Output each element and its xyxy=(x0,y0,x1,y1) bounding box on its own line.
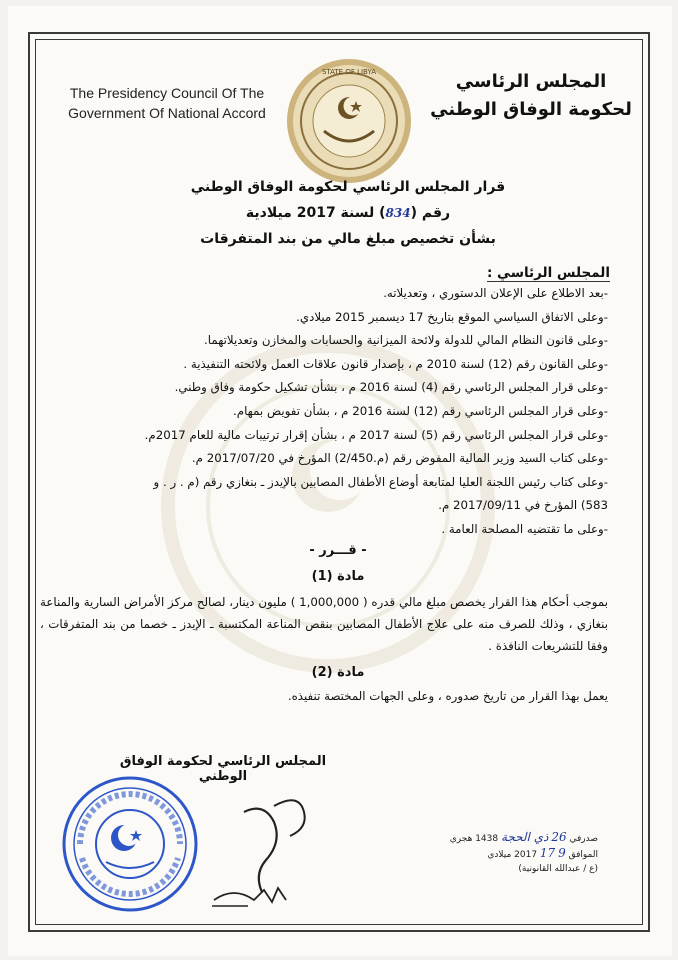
clause-2: -وعلى الاتفاق السياسي الموقع بتاريخ 17 ديسمبر 2015 ميلادي. xyxy=(296,309,608,324)
handwritten-signature xyxy=(204,782,334,912)
hijri-day: 26 xyxy=(551,830,567,844)
arabic-header xyxy=(418,68,644,124)
corresponding-label: الموافق xyxy=(568,850,598,860)
gold-seal-emblem xyxy=(284,56,414,186)
blue-official-stamp xyxy=(60,774,200,914)
decree-number-prefix: رقم ( xyxy=(410,205,451,221)
decision-heading: - قـــرر - xyxy=(309,543,367,558)
decree-title xyxy=(168,174,528,252)
clause-7: -وعلى قرار المجلس الرئاسي رقم (5) لسنة 2017 م ، بشأن إقرار ترتيبات مالية للعام 2017م. xyxy=(144,427,608,442)
clause-9: -وعلى كتاب رئيس اللجنة العليا لمتابعة أوضاع الأطفال المصابين بالإيدز ـ بنغازي رقم (م . ر . و xyxy=(153,474,608,489)
hijri-year: 1438 هجري xyxy=(449,834,499,844)
clause-9-continued: 583) المؤرخ في 2017/09/11 م. xyxy=(438,498,608,513)
signature-title: المجلس الرئاسي لحكومة الوفاق الوطني xyxy=(119,754,327,784)
greg-year: 2017 ميلادي xyxy=(487,850,538,860)
clause-4: -وعلى القانون رقم (12) لسنة 2010 م ، بإصدار قانون علاقات العمل ولائحته التنفيذية . xyxy=(183,356,608,371)
document-page xyxy=(8,6,672,956)
arabic-header-line2: لحكومة الوفاق الوطني xyxy=(430,99,632,120)
clause-6: -وعلى قرار المجلس الرئاسي رقم (12) لسنة 2016 م ، بشأن تفويض بمهام. xyxy=(233,403,608,418)
decree-number-handwritten: 834 xyxy=(385,206,411,220)
article-1-title: مادة (1) xyxy=(311,569,365,584)
greg-month: 17 xyxy=(539,846,556,860)
article-2-body: يعمل بهذا القرار من تاريخ صدوره ، وعلى الجهات المختصة تنفيذه. xyxy=(287,689,608,703)
article-2-title: مادة (2) xyxy=(311,665,365,680)
clause-8: -وعلى كتاب السيد وزير المالية المفوض رقم (م.2/450) المؤرخ في 2017/07/20 م. xyxy=(191,451,608,466)
decree-number-line xyxy=(168,200,528,226)
preamble-clauses xyxy=(48,282,608,542)
seal-top-text: STATE OF LIBYA xyxy=(321,68,377,76)
issued-label: صدرفي xyxy=(569,834,598,844)
decree-number-suffix: ) لسنة 2017 ميلادية xyxy=(245,205,386,221)
article-1-body: بموجب أحكام هذا القرار يخصص مبلغ مالي قدره ( 1,000,000 ) مليون دينار، لصالح مركز الأمراض السارية والمناعة بنغازي ، وذلك للصرف منه على علاج الأطفال المصابين بنقص المناعة المكتسبة ـ الإيدز ـ خصما من بند المتفرقات ، وفقا للتشريعات النافذة . xyxy=(40,595,608,653)
english-header xyxy=(42,83,292,123)
clause-3: -وعلى قانون النظام المالي للدولة ولائحة الميزانية والحسابات والمخازن وتعديلاتهما. xyxy=(204,333,608,348)
footer-dates xyxy=(418,830,598,876)
decree-title-line1: قرار المجلس الرئاسي لحكومة الوفاق الوطني xyxy=(190,179,506,195)
council-label: المجلس الرئاسي : xyxy=(486,265,610,281)
arabic-header-line1: المجلس الرئاسي xyxy=(455,71,607,92)
clause-5: -وعلى قرار المجلس الرئاسي رقم (4) لسنة 2016 م ، بشأن تشكيل حكومة وفاق وطني. xyxy=(174,380,608,395)
english-header-line2: Government Of National Accord xyxy=(68,105,266,121)
greg-day: 9 xyxy=(558,846,566,860)
decree-subject: بشأن تخصيص مبلغ مالي من بند المتفرقات xyxy=(200,231,496,247)
english-header-line1: The Presidency Council Of The xyxy=(69,85,265,101)
hijri-month: ذي الحجة xyxy=(500,830,549,844)
clause-1: -بعد الاطلاع على الإعلان الدستوري ، وتعديلاته. xyxy=(383,286,608,300)
footer-hijri-line xyxy=(418,830,598,846)
footer-initials: (ع / عبدالله القانونية) xyxy=(518,864,598,874)
footer-gregorian-line xyxy=(418,846,598,862)
clause-10: -وعلى ما تقتضيه المصلحة العامة . xyxy=(441,521,608,536)
